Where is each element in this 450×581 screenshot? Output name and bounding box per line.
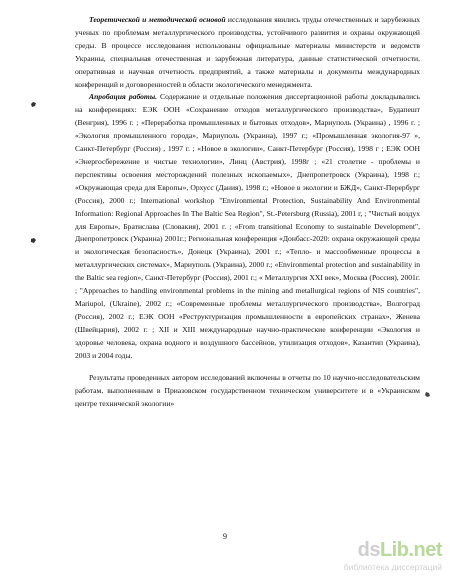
document-body bbox=[75, 14, 420, 411]
scan-speck-mark bbox=[424, 391, 431, 398]
watermark-subtitle: библиотека диссертаций bbox=[343, 562, 442, 572]
approbation-heading: Апробация работы. bbox=[89, 92, 158, 102]
methodology-heading: Теоретической и методической основой bbox=[89, 15, 226, 24]
paragraph-approbation bbox=[75, 91, 420, 362]
watermark bbox=[332, 539, 442, 575]
scan-speck-mark bbox=[30, 101, 37, 108]
watermark-logo: dsLib.net bbox=[357, 539, 442, 561]
page-number: 9 bbox=[223, 532, 227, 541]
paragraph-results: Результаты проведенных автором исследований включены в отчеты по 10 научно-исследовательским работам, выполненным в Приазовском государственном техническом университете и в «Украинском центре технической экологии» bbox=[75, 373, 420, 409]
scan-speck-mark bbox=[30, 237, 37, 244]
paragraph-methodology bbox=[75, 14, 420, 91]
methodology-text: исследования явились труды отечественных и зарубежных ученых по проблемам металлургического производства, устойчивого развития и охраны окружающей среды. В процессе исследования использованы официальные материалы министерств и ведомств Украины, специальная отечественная и зарубежная литература, данные статистической отчетности, оперативная и научная отчетность предприятий, а также материалы и документы международных конференций и договоренностей в области экологического менеджмента. bbox=[75, 15, 420, 89]
approbation-text: Содержание и отдельные положения диссертационной работы докладывались на конференциях: ЕЭК ООН «Сохранение отходов металлургического производства», Будапешт (Венгрия), 1996 г. ; «Переработка промышленных и бытовых отходов», Мариуполь (Украина) , 1996 г. ; «Экология промышленного города», Мариуполь (Украина), 1997 г.; «Промышленная экология-97 », Санкт-Петербург (Россия) , 1997 г. ; «Новое в экологии», Санкт-Петербург (Россия), 1998 г ; ЕЭК ООН «Энергосбережение и чистые технологии», Линц (Австрия), 1998г ; «21 столетие - проблемы и перспективы освоения месторождений полезных ископаемых», Днепропетровск (Украина), 1998 г.; «Окружающая среда для Европы», Орхусс (Дания), 1998 г.; «Новое в экологии и БЖД», Санкт-Перербург (Россия), 2000 г.; International workshop "Environmental Protection, Sustainability And Environmental Information: Regional Approaches In The Baltic Sea Region", St.-Petersburg (Russia), 2001 г, ; "Чистый воздух для Европы», Братислава (Словакия), 2001 г. ; «From transitional Economy to sustainable Development", Днепропетровск (Украина) 2001г.; Региональная конференция «Донбасс-2020: охрана окружающей среды и экологическая безопасность», Донецк (Украина), 2001 г.; «Тепло- и массообменные процессы в металлургических системах», Мариуполь (Украина), 2000 г.; «Environmental protection and sustainability in the Baltic sea region», Санкт-Петербург (Россия), 2001 г.; « Металлургия XXI век», Москва (Россия), 2001г. ; "Approaches to handling environmental problems in the mining and metallurgical regions of NIS countries", Mariupol, (Ukraine), 2002 г.; «Современные проблемы металлургического производства», Волгоград (Россия), 2002 г.; ЕЭК ООН «Реструктуризация промышленности в европейских странах», Женева (Швейцария), 2002 г. ; XII и XIII международные научно-практические конференции «Экология и здоровье человека, охрана водного и воздушного бассейнов, утилизация отходов», Казантип (Украина), 2003 и 2004 годы. bbox=[75, 92, 420, 360]
